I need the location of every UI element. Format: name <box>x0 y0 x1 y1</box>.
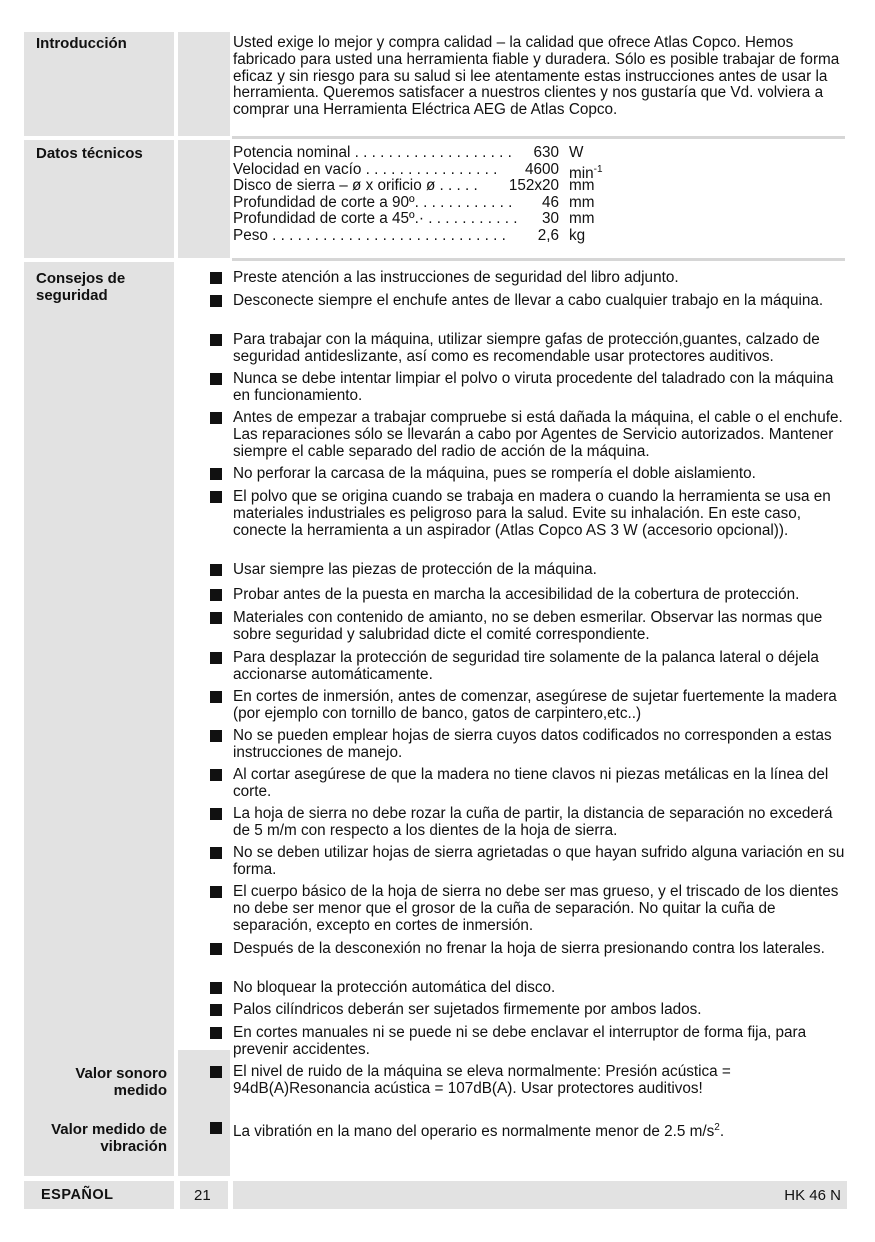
tech-row <box>233 160 603 182</box>
list-item-text: Materiales con contenido de amianto, no se deben esmerilar. Observar las normas que sobre seguridad y salubridad dicte el comité correspondiente. <box>233 609 823 643</box>
list-item-text: No se deben utilizar hojas de sierra agrietadas o que hayan sufrido alguna variación en su forma. <box>233 844 845 878</box>
safety-label-cell <box>24 262 174 1176</box>
list-item-text: Preste atención a las instrucciones de seguridad del libro adjunto. <box>233 269 679 286</box>
tech-mid-cell <box>178 140 230 258</box>
list-item-text: Para desplazar la protección de seguridad tire solamente de la palanca lateral o déjela accionarse automáticamente. <box>233 649 819 683</box>
list-item-text: No bloquear la protección automática del disco. <box>233 979 556 996</box>
divider <box>232 136 845 139</box>
tech-value: 2,6 <box>537 226 559 244</box>
list-item-text: El cuerpo básico de la hoja de sierra no debe ser mas grueso, y el triscado de los dientes no debe ser menor que el grosor de la cuña de separación. No quitar la cuña de separación, excepto en cortes de inmersión. <box>233 883 839 934</box>
bullet-square-icon <box>210 730 222 742</box>
list-item-text: Usar siempre las piezas de protección de la máquina. <box>233 561 597 578</box>
list-item-text: En cortes manuales ni se puede ni se debe enclavar el interruptor de forma fija, para prevenir accidentes. <box>233 1024 807 1058</box>
tech-value: 4600 <box>524 160 559 178</box>
tech-unit: kg <box>569 226 586 244</box>
list-item-text: La hoja de sierra no debe rozar la cuña de partir, la distancia de separación no excederá de 5 m/m con respecto a los dientes de la hoja de sierra. <box>233 805 833 839</box>
safety-title <box>36 270 125 304</box>
bullet-square-icon <box>210 1004 222 1016</box>
tech-row <box>233 226 586 245</box>
tech-value: 46 <box>541 193 559 211</box>
bullet-square-icon <box>210 373 222 385</box>
bullet-square-icon <box>210 491 222 503</box>
list-item-text: Palos cilíndricos deberán ser sujetados firmemente por ambos lados. <box>233 1001 702 1018</box>
tech-unit-sup: -1 <box>593 163 603 175</box>
list-item-text: Desconecte siempre el enchufe antes de llevar a cabo cualquier trabajo en la máquina. <box>233 292 824 309</box>
bullet-square-icon <box>210 295 222 307</box>
bullet-square-icon <box>210 808 222 820</box>
vibration-text: La vibratión en la mano del operario es normalmente menor de 2.5 m/s <box>233 1123 715 1141</box>
tech-label: Potencia nominal . . . . . . . . . . . . . . . . . . . <box>233 145 512 161</box>
vibration-unit-sup: 2 <box>714 1122 720 1133</box>
noise-title-line1: Valor sonoro <box>75 1065 167 1082</box>
bullet-square-icon <box>210 691 222 703</box>
intro-mid-cell <box>178 32 230 136</box>
bullet-square-icon <box>210 652 222 664</box>
vibration-tail: . <box>719 1123 725 1141</box>
list-item-text: Para trabajar con la máquina, utilizar siempre gafas de protección,guantes, calzado de seguridad antideslizante, así como es recomendable usar protectores auditivos. <box>233 331 820 365</box>
list-item-text: Nunca se debe intentar limpiar el polvo o viruta procedente del taladrado con la máquina en funcionamiento. <box>233 370 834 404</box>
bullet-square-icon <box>210 982 222 994</box>
vibration-title <box>24 1121 167 1155</box>
safety-title-line2: seguridad <box>36 287 108 304</box>
bullet-square-icon <box>210 589 222 601</box>
tech-label: Disco de sierra – ø x orificio ø . . . . . <box>233 178 478 195</box>
tech-value: 152x20 <box>508 177 559 195</box>
tech-label: Peso . . . . . . . . . . . . . . . . . . . . . . . . . . . . <box>233 227 506 244</box>
page-number: 21 <box>194 1187 211 1204</box>
bullet-square-icon <box>210 334 222 346</box>
tech-row <box>233 210 595 228</box>
bullet-square-icon <box>210 1066 222 1078</box>
list-item-text: El polvo que se origina cuando se trabaja en madera o cuando la herramienta se usa en materiales industriales es peligroso para la salud. Evite su inhalación. En este caso, conecte la herramienta a un aspirador (Atlas Copco AS 3 W (accesorio opcional)). <box>233 488 831 539</box>
bullet-square-icon <box>210 1122 222 1134</box>
footer-model-cell <box>233 1181 847 1209</box>
noise-title-line2: medido <box>113 1082 167 1099</box>
bullet-square-icon <box>210 943 222 955</box>
tech-row <box>233 193 595 212</box>
tech-value: 30 <box>541 210 559 228</box>
bullet-square-icon <box>210 769 222 781</box>
list-item-text: No perforar la carcasa de la máquina, pues se rompería el doble aislamiento. <box>233 465 756 482</box>
bullet-square-icon <box>210 412 222 424</box>
tech-unit: W <box>569 144 584 161</box>
intro-text: Usted exige lo mejor y compra calidad – la calidad que ofrece Atlas Copco. Hemos fabricado para usted una herramienta fiable y duradera. Sólo es posible trabajar de forma eficaz y sin riesgo para su salud si lee atentamente estas instrucciones antes de usar la herramienta. Queremos satisfacer a nuestros clientes y nos gustaría que Vd. volviera a comprar una Herramienta Eléctrica AEG de Atlas Copco. <box>233 34 840 119</box>
safety-mid-cell <box>178 1050 230 1176</box>
bullet-square-icon <box>210 847 222 859</box>
list-item-text: Después de la desconexión no frenar la hoja de sierra presionando contra los laterales. <box>233 940 825 957</box>
footer-page-cell <box>180 1181 228 1209</box>
bullet-square-icon <box>210 1027 222 1039</box>
bullet-square-icon <box>210 272 222 284</box>
bullet-square-icon <box>210 886 222 898</box>
tech-value: 630 <box>533 144 559 161</box>
tech-unit: mm <box>569 177 595 195</box>
tech-unit: mm <box>569 193 595 211</box>
model-name: HK 46 N <box>784 1187 841 1204</box>
tech-label: Profundidad de corte a 90º. . . . . . . . . . . . <box>233 194 513 211</box>
vibration-title-line2: vibración <box>100 1138 167 1155</box>
divider <box>232 258 845 261</box>
bullet-square-icon <box>210 612 222 624</box>
intro-title: Introducción <box>36 35 127 52</box>
footer-language-cell <box>24 1181 174 1209</box>
list-item-text: En cortes de inmersión, antes de comenzar, asegúrese de sujetar fuertemente la madera (por ejemplo con tornillo de banco, gatos de carpintero,etc..) <box>233 688 837 722</box>
list-item-text: Al cortar asegúrese de que la madera no tiene clavos ni piezas metálicas en la línea del corte. <box>233 766 829 800</box>
tech-row <box>233 177 595 195</box>
tech-label: Profundidad de corte a 45º.· . . . . . . . . . . . <box>233 211 518 228</box>
tech-unit-text: min <box>569 164 594 182</box>
bullet-square-icon <box>210 468 222 480</box>
list-item-text: El nivel de ruido de la máquina se eleva normalmente: Presión acústica = 94dB(A)Resonancia acústica = 107dB(A). Usar protectores auditivos! <box>233 1063 731 1097</box>
safety-title-line1: Consejos de <box>36 270 126 287</box>
tech-row <box>233 144 584 162</box>
list-item-text: No se pueden emplear hojas de sierra cuyos datos codificados no corresponden a estas instrucciones de manejo. <box>233 727 832 761</box>
footer-language: ESPAÑOL <box>41 1187 114 1203</box>
tech-title: Datos técnicos <box>36 145 143 162</box>
bullet-square-icon <box>210 564 222 576</box>
list-item-text: Antes de empezar a trabajar compruebe si está dañada la máquina, el cable o el enchufe. Las reparaciones sólo se llevarán a cabo por Agentes de Servicio autorizados. Mantener siempre el cable separado del radio de acción de la máquina. <box>233 409 843 460</box>
vibration-title-line1: Valor medido de <box>51 1121 167 1138</box>
tech-unit: mm <box>569 210 595 228</box>
list-item-text <box>233 1120 845 1141</box>
noise-title <box>24 1065 167 1099</box>
tech-data-table <box>233 144 603 245</box>
list-item-text: Probar antes de la puesta en marcha la accesibilidad de la cobertura de protección. <box>233 586 800 603</box>
tech-label: Velocidad en vacío . . . . . . . . . . . . . . . . <box>233 161 498 178</box>
